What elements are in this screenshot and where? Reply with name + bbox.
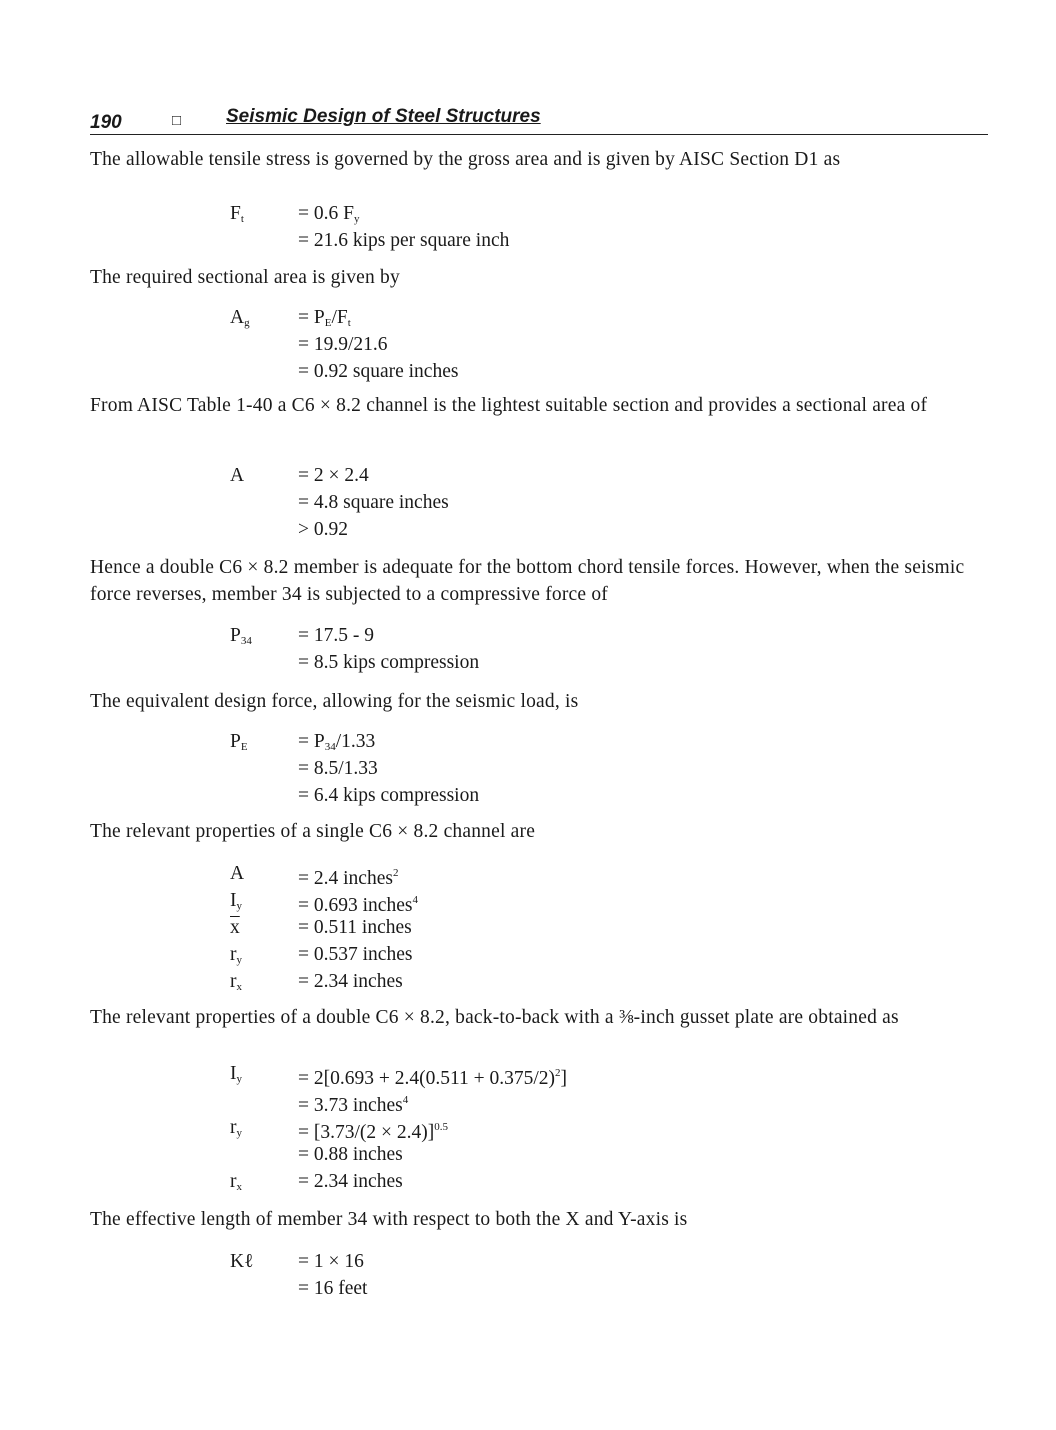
running-header xyxy=(90,104,988,135)
book-title: Seismic Design of Steel Structures xyxy=(226,106,541,127)
paragraph-required-area: The required sectional area is given by xyxy=(90,267,400,288)
paragraph-equivalent-force: The equivalent design force, allowing for the seismic load, is xyxy=(90,691,579,712)
paragraph-double-member: Hence a double C6 × 8.2 member is adequate for the bottom chord tensile forces. However, when the seismic force reverses, member 34 is subjected to a compressive force of xyxy=(90,557,965,605)
page-number: 190 xyxy=(90,112,122,133)
header-separator: □ xyxy=(172,112,182,129)
paragraph-double-properties: The relevant properties of a double C6 × 8.2, back-to-back with a ⅜-inch gusset plate are obtained as xyxy=(90,1007,899,1028)
paragraph-allowable-stress: The allowable tensile stress is governed by the gross area and is given by AISC Section D1 as xyxy=(90,149,841,170)
paragraph-aisc-table: From AISC Table 1-40 a C6 × 8.2 channel is the lightest suitable section and provides a sectional area of xyxy=(90,395,928,416)
paragraph-effective-length: The effective length of member 34 with respect to both the X and Y-axis is xyxy=(90,1209,688,1230)
paragraph-single-properties: The relevant properties of a single C6 × 8.2 channel are xyxy=(90,821,536,842)
